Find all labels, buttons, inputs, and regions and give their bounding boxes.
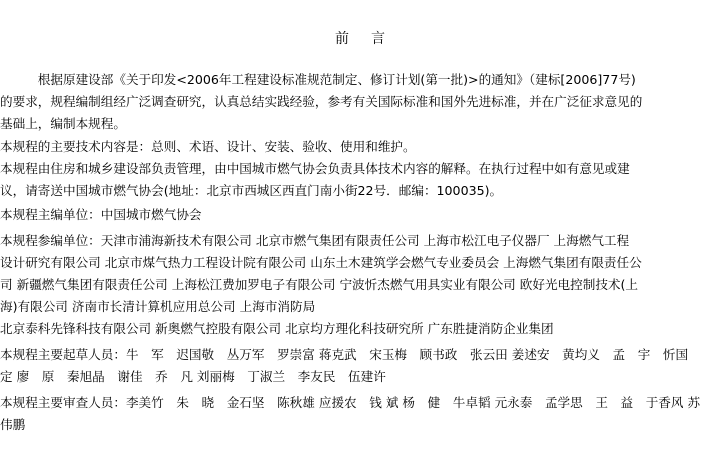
paragraph-line: 议，请寄送中国城市燃气协会(地址：北京市西城区西直门南小街22号．邮编：100035)。: [0, 183, 503, 198]
paragraph-line: 设计研究有限公司 北京市煤气热力工程设计院有限公司 山东土木建筑学会燃气专业委员会 上海燃气集团有限责任公: [0, 255, 642, 270]
paragraph-line: 根据原建设部《关于印发<2006年工程建设标准规范制定、修订计划(第一批)>的通知》（建标[2006]77号): [0, 72, 636, 87]
paragraph-line: 本规程主编单位：中国城市燃气协会: [0, 207, 202, 222]
paragraph-line: 本规程主要起草人员：牛 军 迟国敬 丛万军 罗崇富 蒋克武 宋玉梅 顾书政 张云田 姜述安 黄均义 孟 宇 忻国: [0, 347, 689, 362]
paragraph-line: 北京泰科先锋科技有限公司 新奥燃气控股有限公司 北京均方理化科技研究所 广东胜捷消防企业集团: [0, 321, 554, 336]
paragraph-line: 司 新疆燃气集团有限责任公司 上海松江费加罗电子有限公司 宁波忻杰燃气用具实业有限公司 欧好光电控制技术(上: [0, 277, 639, 292]
paragraph-line: 本规程的主要技术内容是：总则、术语、设计、安装、验收、使用和维护。: [0, 139, 416, 154]
paragraph-drafters: [0, 344, 716, 388]
paragraph-line: 本规程参编单位：天津市浦海新技术有限公司 北京市燃气集团有限责任公司 上海市松江电子仪器厂 上海燃气工程: [0, 233, 630, 248]
page-title-char-2: 言: [371, 31, 385, 47]
paragraph-chief-editor: [0, 204, 716, 226]
paragraph-line: 的要求，规程编制组经广泛调查研究，认真总结实践经验，参考有关国际标准和国外先进标准，并在广泛征求意见的: [0, 94, 643, 109]
paragraph-management: [0, 158, 716, 202]
paragraph-technical-content: [0, 136, 716, 158]
paragraph-line: 海)有限公司 济南市长清计算机应用总公司 上海市消防局: [0, 299, 316, 314]
paragraph-participating-units: [0, 230, 716, 340]
paragraph-intro: [0, 69, 716, 135]
paragraph-line: 本规程由住房和城乡建设部负责管理，由中国城市燃气协会负责具体技术内容的解释。在执行过程中如有意见或建: [0, 161, 630, 176]
paragraph-reviewers: [0, 392, 716, 436]
paragraph-line: 定 廖 原 秦旭晶 谢佳 乔 凡 刘丽梅 丁淑兰 李友民 伍建许: [0, 369, 386, 384]
paragraph-line: 基础上，编制本规程。: [0, 116, 126, 131]
paragraph-line: 本规程主要审查人员：李美竹 朱 晓 金石坚 陈秋雄 应援农 钱 斌 杨 健 牛卓韬 元永泰 孟学思 王 益 于香风 苏: [0, 395, 701, 410]
paragraph-line: 伟鹏: [0, 417, 26, 432]
page-title: [0, 30, 720, 48]
page-title-char-1: 前: [335, 31, 349, 47]
